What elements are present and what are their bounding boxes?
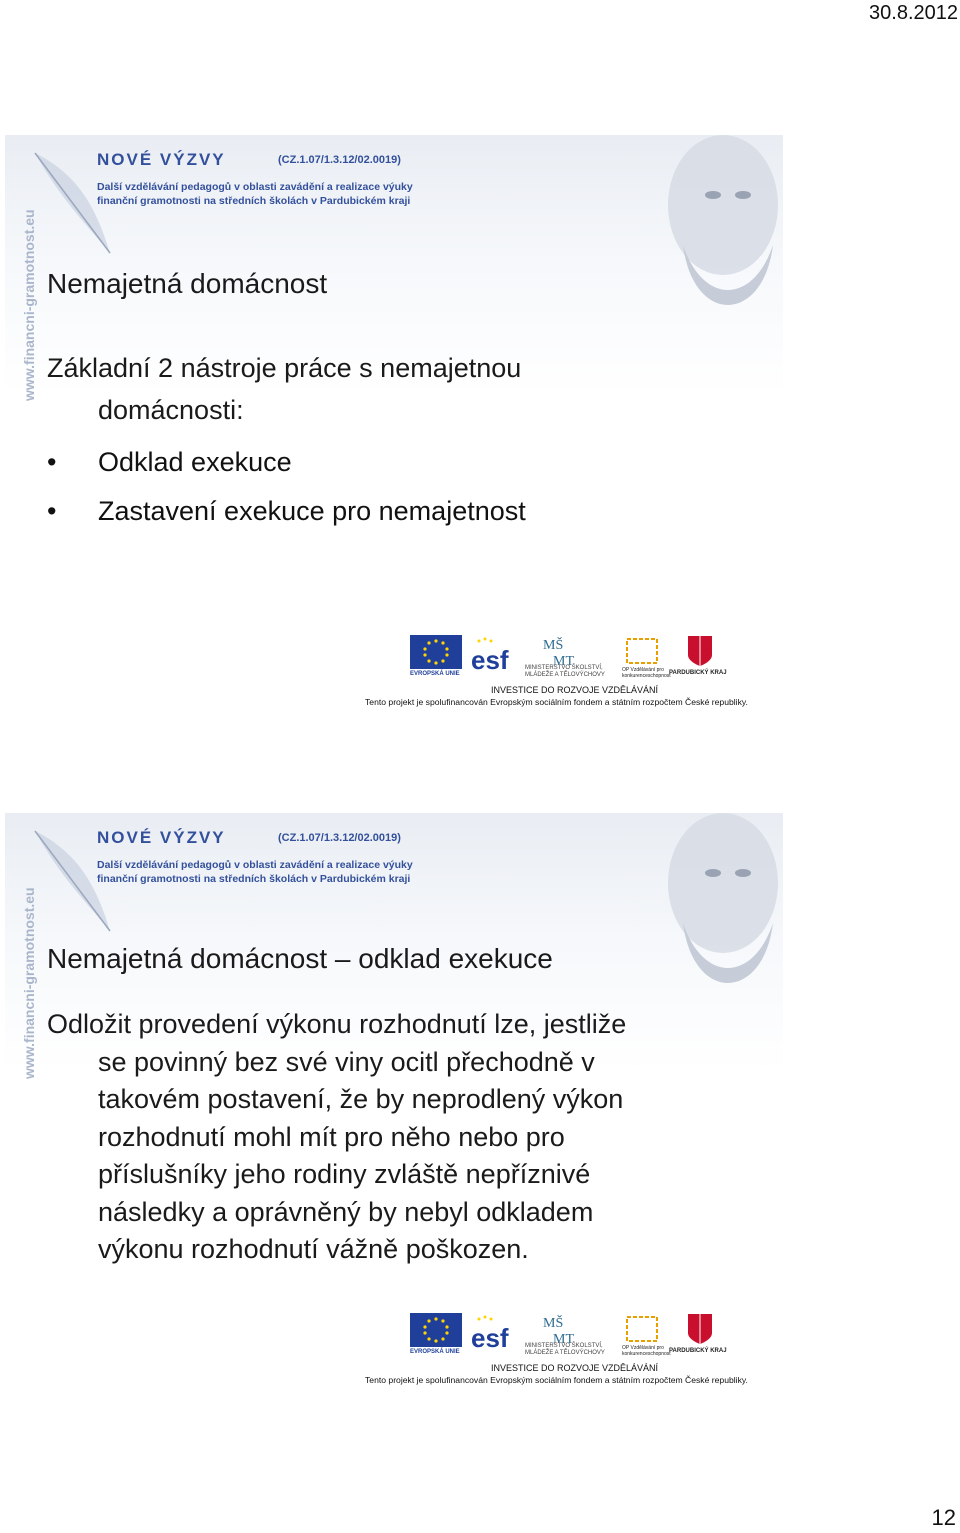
esf-logo-icon xyxy=(469,635,517,673)
svg-text:MT: MT xyxy=(553,1332,574,1347)
intro-line: domácnosti: xyxy=(98,395,244,425)
pk-label: PARDUBICKÝ KRAJ xyxy=(669,670,727,676)
slide-title: Nemajetná domácnost xyxy=(47,268,328,299)
paragraph-line: následky a oprávněný by nebyl odkladem xyxy=(98,1196,594,1227)
slide-paragraph xyxy=(47,1006,767,1269)
svg-text:esf: esf xyxy=(471,645,509,673)
msmt-label: MINISTERSTVO ŠKOLSTVÍ, MLÁDEŽE A TĚLOVÝCHOVY xyxy=(525,665,605,678)
slide-title: Nemajetná domácnost – odklad exekuce xyxy=(47,943,553,974)
eu-flag-icon xyxy=(410,635,462,669)
intro-line: Základní 2 nástroje práce s nemajetnou xyxy=(47,353,522,383)
funding-logos xyxy=(365,1313,775,1390)
slide-intro xyxy=(47,347,647,431)
cofinancing-text: Tento projekt je spolufinancován Evropským sociálním fondem a státním rozpočtem České republiky. xyxy=(365,697,748,707)
op-logo-icon xyxy=(625,1315,659,1343)
paragraph-line: se povinný bez své viny ocitl přechodně v xyxy=(98,1046,595,1077)
paragraph-line: výkonu rozhodnutí vážně poškozen. xyxy=(98,1234,529,1264)
eu-label: EVROPSKÁ UNIE xyxy=(410,671,460,677)
header-title: NOVÉ VÝZVY xyxy=(97,828,226,847)
pardubice-coat-of-arms-icon xyxy=(687,635,713,667)
eu-label: EVROPSKÁ UNIE xyxy=(410,1349,460,1355)
pardubice-coat-of-arms-icon xyxy=(687,1313,713,1345)
esf-logo-icon xyxy=(469,1313,517,1351)
page-date: 30.8.2012 xyxy=(869,2,958,24)
header-code: (CZ.1.07/1.3.12/02.0019) xyxy=(278,154,401,166)
portrait-watermark-image xyxy=(613,813,783,1013)
op-logo-icon xyxy=(625,637,659,665)
page-number: 12 xyxy=(931,1505,956,1530)
invest-text: INVESTICE DO ROZVOJE VZDĚLÁVÁNÍ xyxy=(491,685,659,695)
msmt-logo-icon xyxy=(543,1313,583,1347)
bullet-list xyxy=(47,438,526,536)
slide-2 xyxy=(5,813,783,1390)
msmt-label: MINISTERSTVO ŠKOLSTVÍ, MLÁDEŽE A TĚLOVÝCHOVY xyxy=(525,1343,605,1356)
op-label: OP Vzdělávání pro konkurenceschopnost xyxy=(622,667,671,679)
svg-text:MT: MT xyxy=(553,654,574,669)
svg-text:esf: esf xyxy=(471,1323,509,1351)
side-url: www.financni-gramotnost.eu xyxy=(21,209,37,401)
paragraph-line: takovém postavení, že by neprodlený výkon xyxy=(98,1084,624,1114)
header-title: NOVÉ VÝZVY xyxy=(97,150,226,169)
header-subtitle: Další vzdělávání pedagogů v oblasti zavádění a realizace výuky finanční gramotnosti na středních školách v Pardubickém kraji xyxy=(97,181,413,207)
eu-flag-icon xyxy=(410,1313,462,1347)
pk-label: PARDUBICKÝ KRAJ xyxy=(669,1348,727,1354)
bullet-item: • Odklad exekuce xyxy=(47,438,526,487)
cofinancing-text: Tento projekt je spolufinancován Evropským sociálním fondem a státním rozpočtem České republiky. xyxy=(365,1375,748,1385)
invest-text: INVESTICE DO ROZVOJE VZDĚLÁVÁNÍ xyxy=(491,1363,659,1373)
op-label: OP Vzdělávání pro konkurenceschopnost xyxy=(622,1345,671,1357)
header-subtitle: Další vzdělávání pedagogů v oblasti zavádění a realizace výuky finanční gramotnosti na středních školách v Pardubickém kraji xyxy=(97,859,413,885)
svg-text:MŠ: MŠ xyxy=(543,1316,564,1331)
side-url: www.financni-gramotnost.eu xyxy=(21,887,37,1079)
portrait-watermark-image xyxy=(613,135,783,335)
paragraph-line: Odložit provedení výkonu rozhodnutí lze, jestliže xyxy=(47,1009,627,1039)
msmt-logo-icon xyxy=(543,635,583,669)
header-code: (CZ.1.07/1.3.12/02.0019) xyxy=(278,832,401,844)
paragraph-line: příslušníky jeho rodiny zvláště nepříznivé xyxy=(98,1159,591,1189)
svg-text:MŠ: MŠ xyxy=(543,638,564,653)
funding-logos xyxy=(365,635,775,712)
bullet-item: • Zastavení exekuce pro nemajetnost xyxy=(47,487,526,536)
paragraph-line: rozhodnutí mohl mít pro něho nebo pro xyxy=(98,1121,565,1152)
slide-1 xyxy=(5,135,783,712)
